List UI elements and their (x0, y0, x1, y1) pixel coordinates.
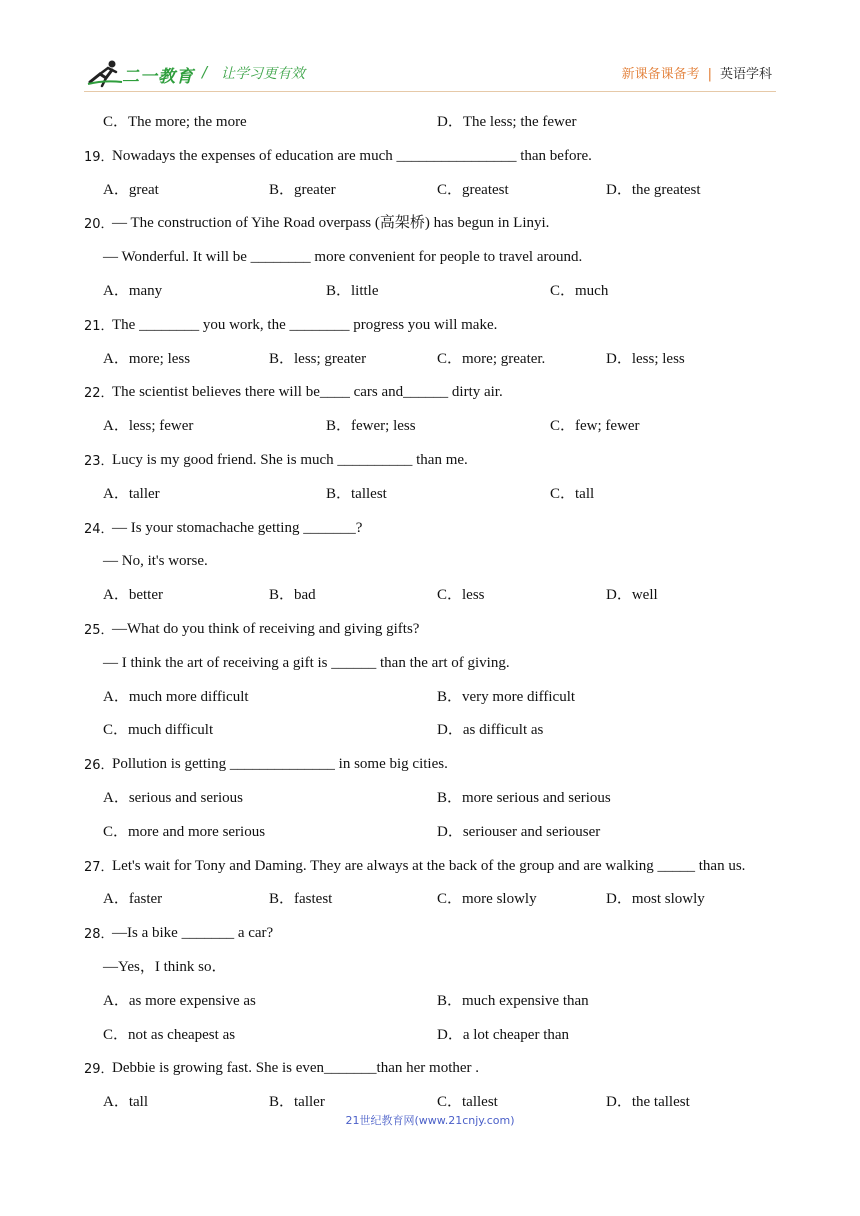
option-letter: B． (437, 688, 463, 705)
option-letter: B． (269, 587, 295, 604)
header-separator: | (707, 67, 712, 82)
option-text: more; greater. (462, 350, 546, 367)
header-tag: 新课备课备考 (621, 67, 700, 82)
question-stem: Nowadays the expenses of education are much ________________ than before. (112, 147, 592, 164)
option-letter: A． (103, 688, 129, 705)
answer-option (437, 350, 545, 368)
answer-option (437, 1026, 569, 1044)
option-letter: C． (437, 350, 463, 367)
answer-option (606, 890, 705, 908)
running-figure-logo-icon (86, 56, 124, 88)
option-letter: A． (103, 992, 129, 1009)
option-text: much more difficult (128, 688, 249, 705)
answer-option (437, 181, 509, 199)
option-letter: C． (103, 823, 129, 840)
option-text: taller (128, 485, 160, 502)
option-letter: D． (606, 1094, 632, 1111)
option-text: taller (294, 1094, 325, 1111)
option-text: seriouser and seriouser (462, 823, 601, 840)
option-text: the tallest (631, 1094, 690, 1111)
option-letter: C． (103, 722, 129, 739)
answer-option (103, 282, 162, 300)
option-letter: D． (437, 1026, 463, 1043)
option-text: less; less (631, 350, 685, 367)
option-text: bad (294, 587, 316, 604)
question-number: 24． (84, 521, 114, 537)
option-letter: D． (437, 823, 463, 840)
answer-option (103, 823, 265, 841)
option-letter: B． (437, 790, 463, 806)
option-text: less (462, 587, 485, 604)
option-letter: A． (103, 181, 129, 198)
option-letter: A． (103, 485, 129, 502)
option-text: little (351, 283, 379, 299)
answer-option (437, 113, 577, 131)
option-text: faster (128, 891, 163, 908)
answer-option (606, 1093, 690, 1111)
question-stem: —Is a bike _______ a car? (112, 925, 274, 942)
option-text: as more expensive as (128, 992, 256, 1009)
option-text: more slowly (462, 891, 537, 908)
option-text: most slowly (631, 891, 705, 908)
option-text: less; greater (294, 350, 367, 367)
answer-option (269, 890, 332, 908)
answer-option (606, 350, 685, 368)
answer-option (103, 350, 190, 368)
answer-option (550, 417, 640, 435)
option-text: tallest (351, 485, 387, 502)
question-stem: Lucy is my good friend. She is much __________ than me. (112, 452, 468, 468)
question-stem-continued: — Wonderful. It will be ________ more convenient for people to travel around. (103, 249, 583, 266)
answer-option (437, 789, 611, 807)
question-number: 28． (84, 927, 114, 943)
option-text: great (128, 181, 159, 198)
question-number: 27． (84, 859, 114, 875)
answer-option (269, 181, 336, 199)
option-text: few; fewer (575, 418, 640, 435)
answer-option (437, 890, 537, 908)
option-letter: C． (437, 1094, 463, 1111)
answer-option (103, 586, 163, 604)
option-letter: A． (103, 587, 129, 604)
option-text: tall (128, 1094, 149, 1111)
option-letter: B． (269, 1094, 295, 1111)
answer-option (269, 350, 366, 368)
answer-option (269, 586, 316, 604)
option-text: tallest (462, 1094, 498, 1111)
answer-option (437, 823, 600, 841)
option-letter: C． (550, 283, 576, 299)
question-stem: Let's wait for Tony and Daming. They are always at the back of the group and are walking _____ than us. (112, 857, 746, 874)
answer-option (103, 1093, 148, 1111)
option-letter: A． (103, 891, 129, 908)
answer-option (437, 586, 485, 604)
option-text: many (128, 283, 163, 299)
option-text: less; fewer (128, 418, 194, 435)
question-stem: The ________ you work, the ________ progress you will make. (112, 316, 498, 333)
answer-option (103, 789, 243, 807)
option-letter: B． (326, 283, 352, 299)
header-divider (84, 91, 776, 92)
question-number: 23． (84, 454, 114, 469)
option-text: better (128, 587, 163, 604)
option-letter: C． (550, 485, 576, 502)
option-text: well (631, 587, 658, 604)
answer-option (326, 282, 379, 300)
option-text: much (575, 283, 609, 299)
option-text: greater (294, 181, 336, 198)
option-letter: C． (550, 418, 576, 435)
option-text: more and more serious (128, 823, 266, 840)
option-text: more serious and serious (462, 790, 611, 806)
option-letter: B． (269, 181, 295, 198)
option-letter: C． (437, 891, 463, 908)
answer-option (606, 181, 701, 199)
answer-option (437, 1093, 498, 1111)
question-stem: — The construction of Yihe Road overpass (高架桥) has begun in Linyi. (112, 215, 550, 232)
option-letter: A． (103, 350, 129, 367)
question-stem-continued: — I think the art of receiving a gift is ______ than the art of giving. (103, 654, 510, 671)
option-text: more; less (128, 350, 191, 367)
header-slogan: 让学习更有效 (221, 66, 305, 82)
question-stem: —What do you think of receiving and giving gifts? (112, 621, 420, 637)
question-number: 26． (84, 758, 114, 774)
option-letter: C． (103, 114, 129, 130)
option-text: greatest (462, 181, 509, 198)
logo-text: 二一教育 (122, 67, 194, 87)
page-footer: 21世纪教育网(www.21cnjy.com) (345, 1114, 515, 1127)
question-stem-continued: — No, it's worse. (103, 553, 208, 570)
option-text: much expensive than (462, 992, 589, 1009)
answer-option (103, 1026, 235, 1044)
option-letter: A． (103, 283, 129, 299)
option-letter: B． (326, 418, 352, 435)
answer-option (606, 586, 658, 604)
question-stem-continued: —Yes，I think so． (103, 959, 227, 975)
option-letter: C． (103, 1026, 129, 1043)
option-letter: D． (606, 891, 632, 908)
question-stem: Pollution is getting ______________ in some big cities. (112, 756, 448, 773)
option-letter: D． (606, 181, 632, 198)
answer-option (437, 721, 543, 739)
page-header (0, 0, 860, 100)
option-text: not as cheapest as (128, 1026, 236, 1043)
answer-option (103, 113, 247, 131)
answer-option (437, 992, 589, 1010)
option-letter: B． (269, 891, 295, 908)
option-text: as difficult as (462, 722, 544, 739)
option-letter: C． (437, 181, 463, 198)
question-number: 29． (84, 1062, 114, 1078)
answer-option (550, 485, 594, 503)
answer-option (326, 417, 416, 435)
option-text: the greatest (631, 181, 701, 198)
option-letter: A． (103, 790, 129, 806)
answer-option (437, 688, 575, 706)
option-text: The more; the more (128, 114, 247, 130)
option-text: fastest (294, 891, 333, 908)
question-number: 22． (84, 386, 114, 402)
answer-option (550, 282, 608, 300)
option-text: much difficult (128, 722, 214, 739)
question-stem: Debbie is growing fast. She is even_______than her mother . (112, 1060, 480, 1077)
question-number: 19． (84, 149, 114, 165)
option-letter: B． (437, 992, 463, 1009)
option-letter: D． (437, 722, 463, 739)
option-text: tall (575, 485, 595, 502)
question-number: 25． (84, 623, 114, 638)
option-text: fewer; less (351, 418, 416, 435)
question-stem: — Is your stomachache getting _______? (112, 519, 363, 536)
option-letter: A． (103, 418, 129, 435)
option-text: a lot cheaper than (462, 1026, 570, 1043)
header-subject: 英语学科 (719, 67, 772, 82)
option-letter: C． (437, 587, 463, 604)
header-right (622, 63, 772, 82)
answer-option (103, 992, 256, 1010)
slogan-separator: / (202, 63, 208, 81)
question-stem: The scientist believes there will be____ cars and______ dirty air. (112, 384, 503, 401)
option-letter: A． (103, 1094, 129, 1111)
answer-option (326, 485, 387, 503)
option-letter: B． (269, 350, 295, 367)
answer-option (269, 1093, 325, 1111)
question-number: 21． (84, 318, 114, 334)
option-text: The less; the fewer (462, 114, 577, 130)
answer-option (103, 417, 193, 435)
option-letter: D． (606, 587, 632, 604)
option-letter: B． (326, 485, 352, 502)
answer-option (103, 721, 213, 739)
answer-option (103, 485, 160, 503)
question-number: 20． (84, 217, 114, 233)
option-letter: D． (606, 350, 632, 367)
option-letter: D． (437, 114, 463, 130)
answer-option (103, 688, 249, 706)
option-text: very more difficult (462, 688, 576, 705)
answer-option (103, 181, 159, 199)
answer-option (103, 890, 162, 908)
option-text: serious and serious (128, 790, 243, 806)
